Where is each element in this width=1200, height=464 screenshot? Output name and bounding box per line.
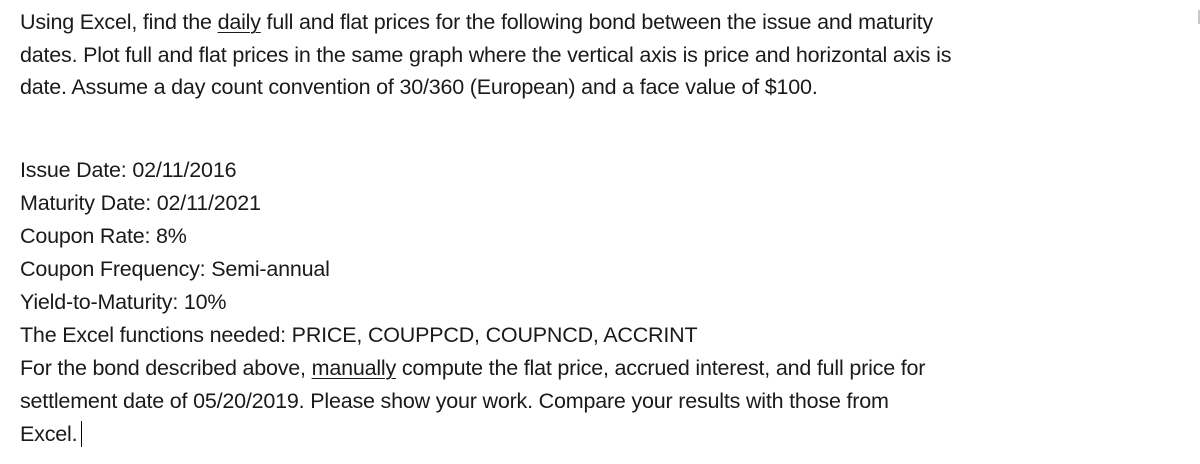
task-text: For the bond described above,: [20, 355, 312, 380]
intro-line-1: [20, 6, 1195, 39]
issue-date: Issue Date: 02/11/2016: [20, 157, 237, 182]
task-line-1: [20, 352, 1195, 385]
task-line-3[interactable]: [20, 418, 1195, 451]
task-line-2: settlement date of 05/20/2019. Please show your work. Compare your results with those from: [20, 388, 889, 413]
maturity-date: Maturity Date: 02/11/2021: [20, 190, 261, 215]
task-text: compute the flat price, accrued interest, and full price for: [396, 355, 926, 380]
excel-functions: The Excel functions needed: PRICE, COUPPCD, COUPNCD, ACCRINT: [20, 322, 698, 347]
paragraph-gap: [20, 104, 1195, 154]
task-paragraph: [20, 352, 1195, 451]
intro-paragraph: [20, 6, 1195, 104]
document-body: [20, 6, 1195, 451]
coupon-frequency: Coupon Frequency: Semi-annual: [20, 256, 330, 281]
task-text: Excel.: [20, 421, 78, 446]
intro-text: full and flat prices for the following bond between the issue and maturity: [260, 10, 933, 34]
coupon-rate: Coupon Rate: 8%: [20, 223, 187, 248]
manually-underlined-word: manually: [311, 355, 397, 380]
bond-details: [20, 154, 1195, 352]
text-cursor: [81, 421, 82, 447]
intro-line-3: date. Assume a day count convention of 30/360 (European) and a face value of $100.: [20, 75, 818, 99]
intro-text: Using Excel, find the: [20, 10, 218, 34]
intro-line-2: dates. Plot full and flat prices in the same graph where the vertical axis is price and horizontal axis is: [20, 42, 952, 67]
yield-to-maturity: Yield-to-Maturity: 10%: [20, 289, 227, 314]
daily-underlined-word: daily: [217, 10, 261, 34]
